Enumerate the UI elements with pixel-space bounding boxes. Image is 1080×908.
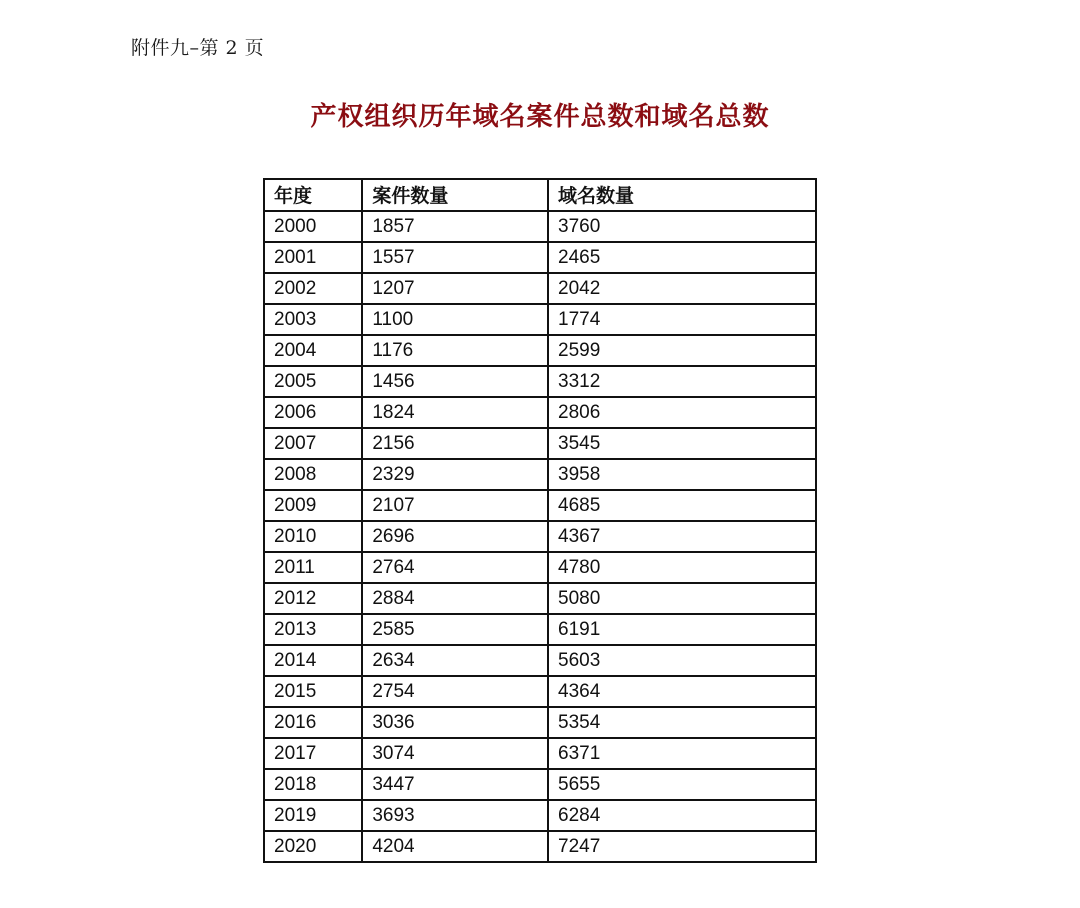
cell-case-count: 2696 xyxy=(362,521,548,552)
table-row xyxy=(264,273,816,304)
cell-domain-count: 6284 xyxy=(548,800,816,831)
cell-case-count: 2107 xyxy=(362,490,548,521)
cell-domain-count: 2806 xyxy=(548,397,816,428)
cell-case-count: 2585 xyxy=(362,614,548,645)
cell-domain-count: 7247 xyxy=(548,831,816,862)
cell-domain-count: 3958 xyxy=(548,459,816,490)
cell-case-count: 1100 xyxy=(362,304,548,335)
cell-domain-count: 4367 xyxy=(548,521,816,552)
table-row xyxy=(264,800,816,831)
cell-case-count: 2884 xyxy=(362,583,548,614)
cell-year: 2019 xyxy=(264,800,362,831)
cell-domain-count: 5354 xyxy=(548,707,816,738)
cell-case-count: 1456 xyxy=(362,366,548,397)
table-header-row xyxy=(264,179,816,211)
page-header: 附件九–第 2 页 xyxy=(131,37,265,59)
cell-case-count: 1557 xyxy=(362,242,548,273)
cell-case-count: 3447 xyxy=(362,769,548,800)
cell-year: 2004 xyxy=(264,335,362,366)
table-row xyxy=(264,459,816,490)
cell-year: 2015 xyxy=(264,676,362,707)
cell-year: 2009 xyxy=(264,490,362,521)
cell-year: 2002 xyxy=(264,273,362,304)
cell-case-count: 2754 xyxy=(362,676,548,707)
column-header-domain-count: 域名数量 xyxy=(548,179,816,211)
cell-domain-count: 3312 xyxy=(548,366,816,397)
table-row xyxy=(264,583,816,614)
table-row xyxy=(264,304,816,335)
table-row xyxy=(264,614,816,645)
cell-case-count: 2156 xyxy=(362,428,548,459)
cell-year: 2013 xyxy=(264,614,362,645)
cell-year: 2011 xyxy=(264,552,362,583)
cell-domain-count: 3545 xyxy=(548,428,816,459)
cell-year: 2016 xyxy=(264,707,362,738)
cell-domain-count: 2465 xyxy=(548,242,816,273)
cell-case-count: 1857 xyxy=(362,211,548,242)
cell-year: 2001 xyxy=(264,242,362,273)
table-row xyxy=(264,428,816,459)
table-row xyxy=(264,738,816,769)
table-row xyxy=(264,490,816,521)
table-row xyxy=(264,676,816,707)
domain-cases-table xyxy=(263,178,817,863)
cell-case-count: 3074 xyxy=(362,738,548,769)
cell-domain-count: 4685 xyxy=(548,490,816,521)
cell-year: 2012 xyxy=(264,583,362,614)
table-row xyxy=(264,769,816,800)
cell-domain-count: 4780 xyxy=(548,552,816,583)
cell-domain-count: 6371 xyxy=(548,738,816,769)
cell-case-count: 2764 xyxy=(362,552,548,583)
cell-domain-count: 6191 xyxy=(548,614,816,645)
cell-case-count: 1824 xyxy=(362,397,548,428)
table-row xyxy=(264,366,816,397)
table-row xyxy=(264,211,816,242)
document-title: 产权组织历年域名案件总数和域名总数 xyxy=(310,102,770,132)
cell-case-count: 2634 xyxy=(362,645,548,676)
table-body xyxy=(264,211,816,862)
cell-case-count: 1207 xyxy=(362,273,548,304)
cell-case-count: 3036 xyxy=(362,707,548,738)
cell-year: 2008 xyxy=(264,459,362,490)
column-header-case-count: 案件数量 xyxy=(362,179,548,211)
cell-domain-count: 2042 xyxy=(548,273,816,304)
cell-year: 2003 xyxy=(264,304,362,335)
cell-domain-count: 4364 xyxy=(548,676,816,707)
cell-domain-count: 1774 xyxy=(548,304,816,335)
cell-year: 2017 xyxy=(264,738,362,769)
cell-domain-count: 5603 xyxy=(548,645,816,676)
cell-case-count: 2329 xyxy=(362,459,548,490)
cell-year: 2014 xyxy=(264,645,362,676)
cell-domain-count: 2599 xyxy=(548,335,816,366)
cell-year: 2007 xyxy=(264,428,362,459)
table-row xyxy=(264,707,816,738)
table-row xyxy=(264,645,816,676)
cell-case-count: 3693 xyxy=(362,800,548,831)
table-row xyxy=(264,397,816,428)
cell-year: 2006 xyxy=(264,397,362,428)
cell-domain-count: 3760 xyxy=(548,211,816,242)
cell-year: 2000 xyxy=(264,211,362,242)
cell-domain-count: 5080 xyxy=(548,583,816,614)
table-row xyxy=(264,521,816,552)
cell-year: 2018 xyxy=(264,769,362,800)
cell-year: 2010 xyxy=(264,521,362,552)
cell-case-count: 4204 xyxy=(362,831,548,862)
table-row xyxy=(264,552,816,583)
cell-year: 2005 xyxy=(264,366,362,397)
table-row xyxy=(264,242,816,273)
cell-year: 2020 xyxy=(264,831,362,862)
table-row xyxy=(264,335,816,366)
table-row xyxy=(264,831,816,862)
column-header-year: 年度 xyxy=(264,179,362,211)
cell-domain-count: 5655 xyxy=(548,769,816,800)
cell-case-count: 1176 xyxy=(362,335,548,366)
